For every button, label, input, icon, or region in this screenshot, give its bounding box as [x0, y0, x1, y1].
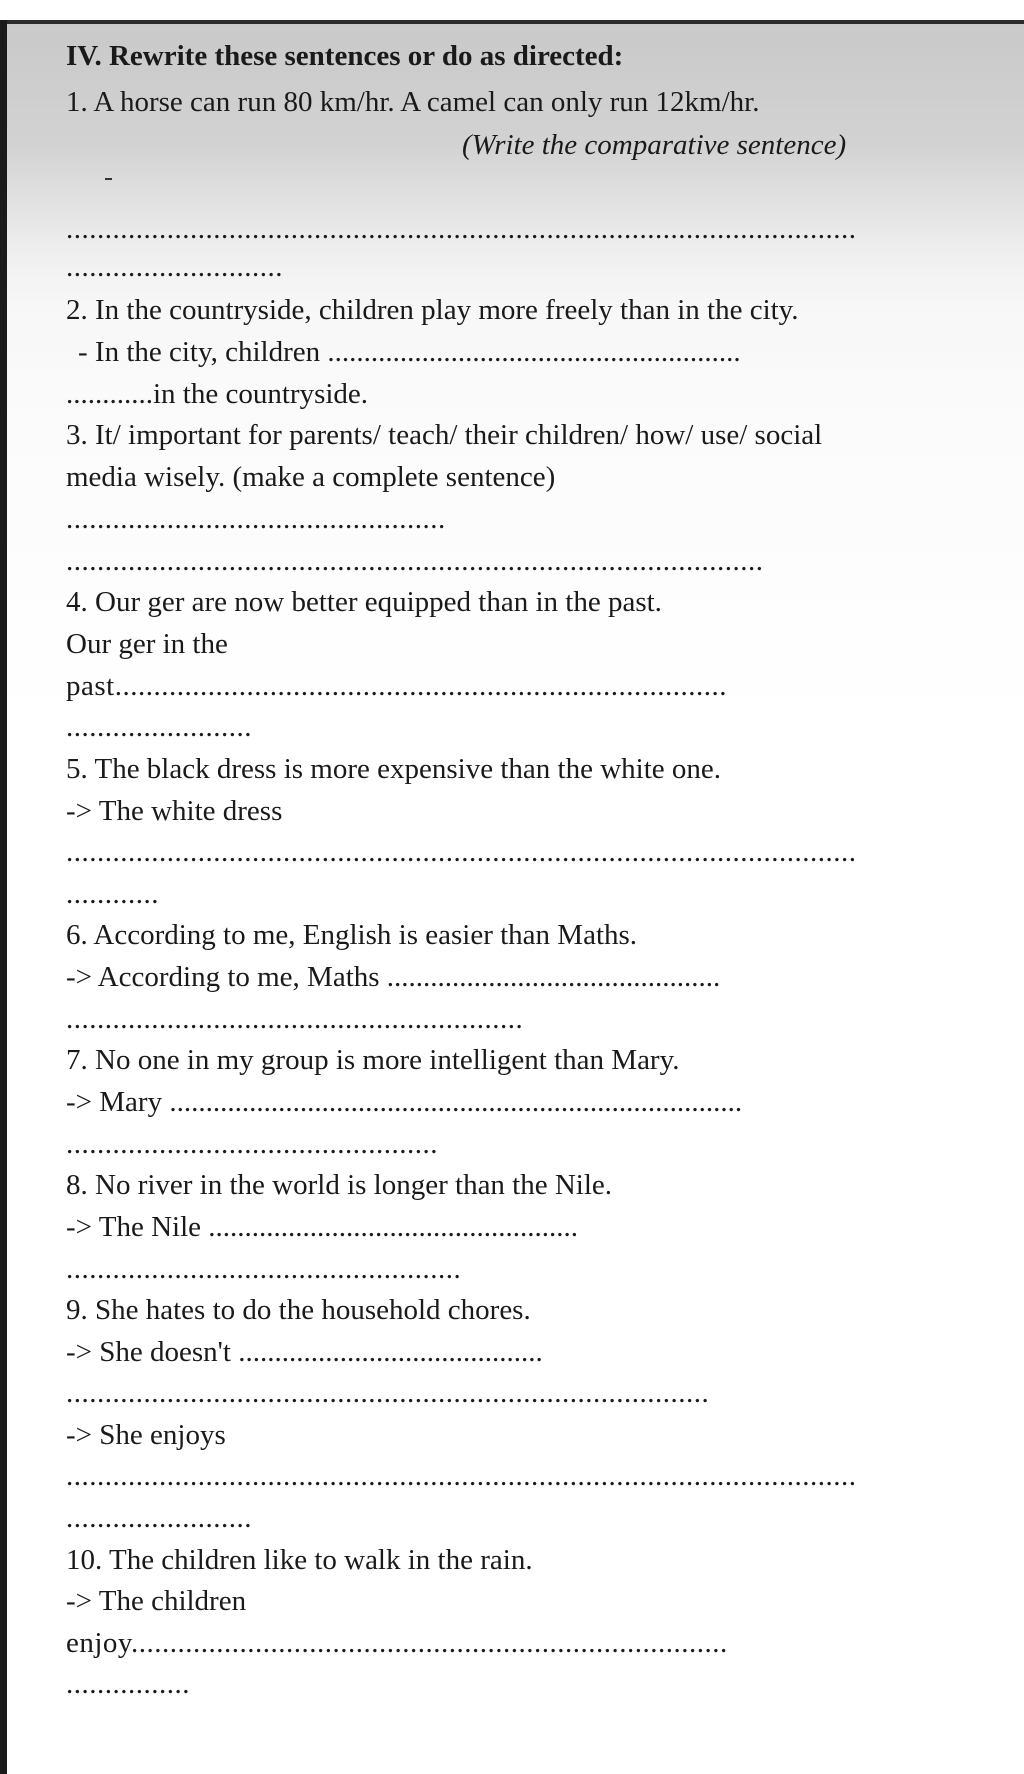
q1-sentence: 1. A horse can run 80 km/hr. A camel can only run 12km/hr. — [66, 86, 760, 118]
q10-prompt: -> The children — [66, 1585, 247, 1617]
q5-answer-line-2[interactable]: ............ — [66, 878, 159, 910]
top-margin-strip — [0, 0, 1024, 20]
q3-instruction: media wisely. (make a complete sentence) — [66, 461, 556, 493]
q10-answer-line-2[interactable]: ................ — [66, 1668, 190, 1700]
q9-sentence: 9. She hates to do the household chores. — [66, 1294, 531, 1326]
q10-answer-line-1[interactable]: enjoy............................................................................. — [66, 1627, 728, 1659]
q6-prompt[interactable]: -> According to me, Maths .............................................. — [66, 961, 721, 993]
q2-prompt-continued[interactable]: ............in the countryside. — [66, 378, 369, 410]
left-dark-border — [0, 20, 7, 1774]
q4-sentence: 4. Our ger are now better equipped than in the past. — [66, 586, 662, 618]
q5-prompt: -> The white dress — [66, 795, 283, 827]
q6-sentence: 6. According to me, English is easier than Maths. — [66, 919, 638, 951]
q9-answer-line-3[interactable]: ........................ — [66, 1502, 252, 1534]
q9-answer-line-1[interactable]: ................................................................................... — [66, 1377, 710, 1409]
q5-sentence: 5. The black dress is more expensive than the white one. — [66, 753, 722, 785]
q9-answer-line-2[interactable]: ...................................................................................................... — [66, 1460, 857, 1492]
q3-answer-line-2[interactable]: .......................................................................................... — [66, 545, 764, 577]
q1-instruction: (Write the comparative sentence) — [462, 129, 847, 161]
q4-prompt: Our ger in the — [66, 628, 228, 660]
q9-prompt-2: -> She enjoys — [66, 1419, 226, 1451]
q8-prompt[interactable]: -> The Nile ................................................... — [66, 1211, 579, 1243]
q9-prompt-1[interactable]: -> She doesn't .......................................... — [66, 1336, 543, 1368]
q3-answer-line-1[interactable]: ................................................. — [66, 503, 446, 535]
exercise-title: IV. Rewrite these sentences or do as directed: — [66, 40, 624, 72]
q2-sentence: 2. In the countryside, children play more freely than in the city. — [66, 294, 799, 326]
q8-answer-line[interactable]: ................................................... — [66, 1253, 462, 1285]
q5-answer-line-1[interactable]: ...................................................................................................... — [66, 836, 857, 868]
q4-answer-line-1[interactable]: past............................................................................... — [66, 670, 727, 702]
q3-sentence: 3. It/ important for parents/ teach/ their children/ how/ use/ social — [66, 419, 823, 451]
stray-dash-mark — [105, 178, 112, 180]
top-rule — [7, 20, 1024, 24]
q4-answer-line-2[interactable]: ........................ — [66, 711, 252, 743]
q6-answer-line[interactable]: ........................................................... — [66, 1003, 524, 1035]
q7-prompt[interactable]: -> Mary ............................................................................... — [66, 1086, 743, 1118]
q7-sentence: 7. No one in my group is more intelligent than Mary. — [66, 1044, 680, 1076]
q8-sentence: 8. No river in the world is longer than the Nile. — [66, 1169, 613, 1201]
q1-answer-line-1[interactable]: ...................................................................................................... — [66, 213, 857, 245]
q10-sentence: 10. The children like to walk in the rain. — [66, 1544, 533, 1576]
q7-answer-line[interactable]: ................................................ — [66, 1128, 438, 1160]
q2-prompt[interactable]: - In the city, children ......................................................... — [78, 336, 741, 368]
q1-answer-line-2[interactable]: ............................ — [66, 251, 283, 283]
